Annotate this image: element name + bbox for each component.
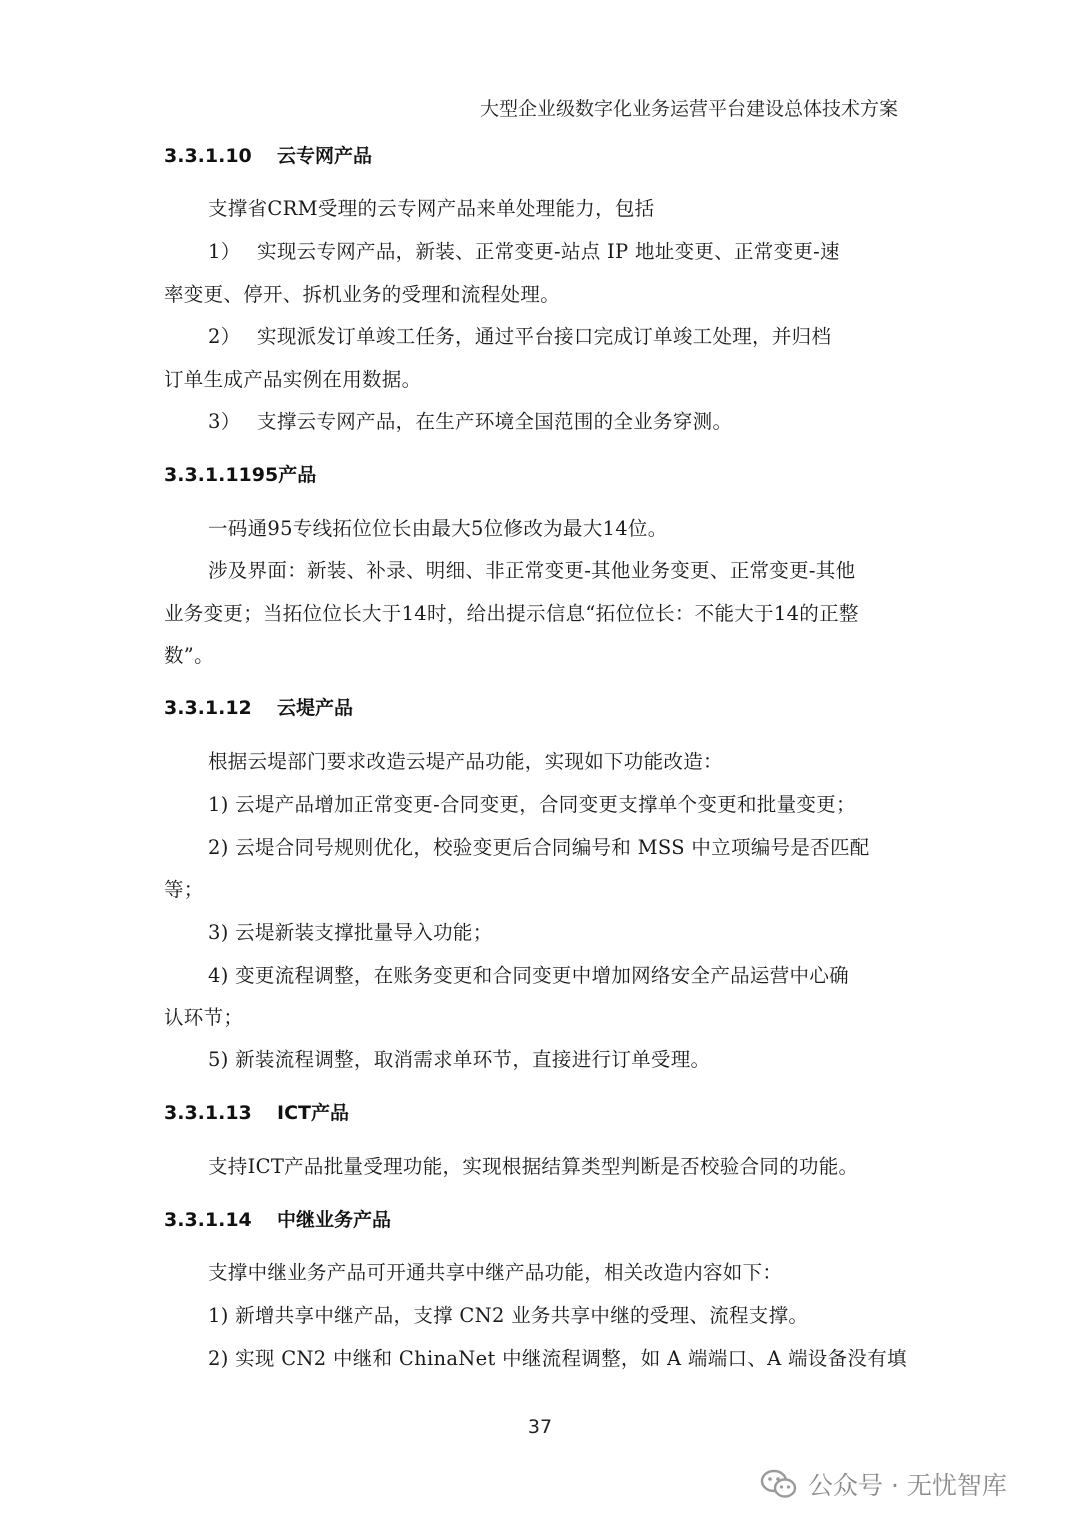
paragraph-line: 支撑省CRM受理的云专网产品来单处理能力，包括	[208, 197, 655, 220]
paragraph-line: 1） 实现云专网产品，新装、正常变更-站点 IP 地址变更、正常变更-速	[208, 240, 840, 263]
page-number: 37	[527, 1416, 553, 1438]
section-heading	[164, 460, 316, 487]
paragraph-line: 2） 实现派发订单竣工任务，通过平台接口完成订单竣工处理，并归档	[208, 325, 832, 348]
paragraph-line: 2) 云堤合同号规则优化，校验变更后合同编号和 MSS 中立项编号是否匹配	[208, 836, 870, 859]
paragraph-line: 2) 实现 CN2 中继和 ChinaNet 中继流程调整，如 A 端端口、A 端设备没有填	[208, 1347, 907, 1370]
paragraph-line: 支持ICT产品批量受理功能，实现根据结算类型判断是否校验合同的功能。	[208, 1155, 859, 1178]
paragraph-line: 业务变更；当拓位位长大于14时，给出提示信息“拓位位长：不能大于14的正整	[164, 602, 859, 625]
paragraph-line: 4) 变更流程调整，在账务变更和合同变更中增加网络安全产品运营中心确	[208, 964, 849, 987]
section-title: 云堤产品	[277, 697, 354, 719]
section-number: 3.3.1.14	[164, 1209, 252, 1231]
section-number: 3.3.1.12	[164, 697, 252, 719]
section-heading	[164, 1098, 349, 1125]
paragraph-line: 3） 支撑云专网产品，在生产环境全国范围的全业务穿测。	[208, 410, 733, 433]
paragraph-line: 数”。	[164, 644, 214, 667]
watermark	[760, 1464, 1007, 1504]
section-number: 3.3.1.10	[164, 145, 252, 167]
paragraph-line: 1) 新增共享中继产品，支撑 CN2 业务共享中继的受理、流程支撑。	[208, 1304, 809, 1327]
section-heading	[164, 141, 372, 168]
section-number: 3.3.1.13	[164, 1102, 252, 1124]
paragraph-line: 5) 新装流程调整，取消需求单环节，直接进行订单受理。	[208, 1048, 711, 1071]
wechat-icon	[760, 1468, 798, 1500]
paragraph-line: 一码通95专线拓位位长由最大5位修改为最大14位。	[208, 517, 668, 540]
paragraph-line: 率变更、停开、拆机业务的受理和流程处理。	[164, 283, 561, 306]
paragraph-line: 等；	[164, 878, 204, 901]
section-title: 云专网产品	[277, 145, 373, 167]
section-heading	[164, 1205, 391, 1232]
paragraph-line: 根据云堤部门要求改造云堤产品功能，实现如下功能改造：	[208, 750, 723, 773]
paragraph-line: 3) 云堤新装支撑批量导入功能；	[208, 921, 493, 944]
paragraph-line: 1) 云堤产品增加正常变更-合同变更，合同变更支撑单个变更和批量变更；	[208, 793, 856, 816]
section-title: ICT产品	[277, 1102, 349, 1124]
paragraph-line: 支撑中继业务产品可开通共享中继产品功能，相关改造内容如下：	[208, 1261, 783, 1284]
paragraph-line: 订单生成产品实例在用数据。	[164, 368, 422, 391]
section-heading	[164, 693, 353, 720]
section-title: 中继业务产品	[277, 1209, 392, 1231]
paragraph-line: 涉及界面：新装、补录、明细、非正常变更-其他业务变更、正常变更-其他	[208, 559, 856, 582]
running-header: 大型企业级数字化业务运营平台建设总体技术方案	[479, 98, 898, 120]
watermark-text: 公众号 · 无忧智库	[808, 1471, 1007, 1500]
section-number: 3.3.1.1195产品	[164, 464, 317, 486]
paragraph-line: 认环节；	[164, 1006, 244, 1029]
